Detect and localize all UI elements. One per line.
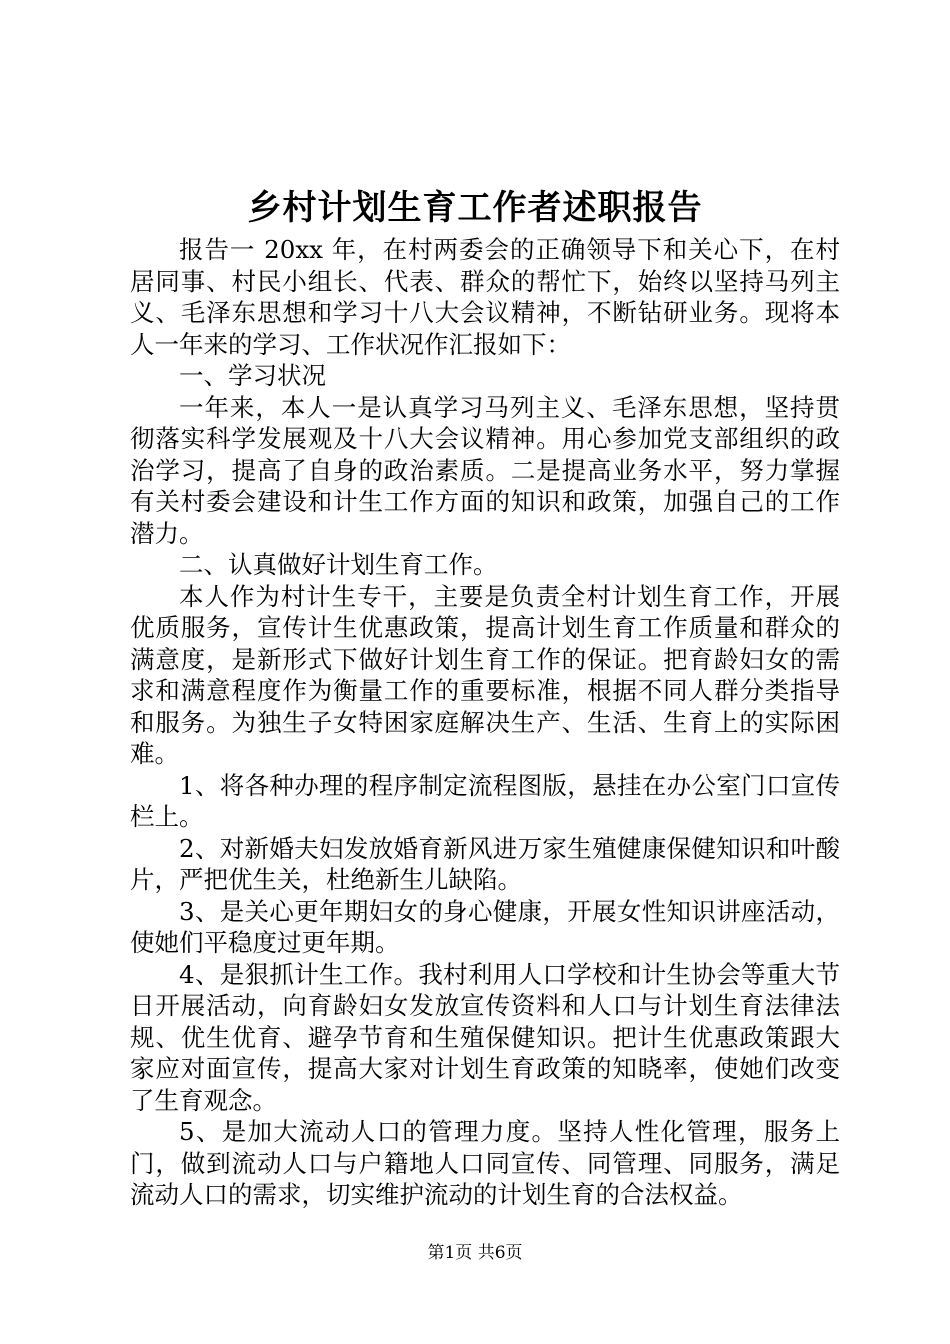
paragraph-family-planning: 本人作为村计生专干，主要是负责全村计划生育工作，开展优质服务，宣传计生优惠政策，提高计划生育工作质量和群众的满意度，是新形式下做好计划生育工作的保证。把育龄妇女的需求和满意程度作为衡量工作的重要标准，根据不同人群分类指导和服务。为独生子女特困家庭解决生产、生活、生育上的实际困难。 — [130, 581, 840, 768]
list-item-4: 4、是狠抓计生工作。我村利用人口学校和计生协会等重大节日开展活动，向育龄妇女发放宣传资料和人口与计划生育法律法规、优生优育、避孕节育和生殖保健知识。把计生优惠政策跟大家应对面宣传，提高大家对计划生育政策的知晓率，使她们改变了生育观念。 — [130, 959, 840, 1115]
paragraph-intro: 报告一 20xx 年，在村两委会的正确领导下和关心下，在村居同事、村民小组长、代表、群众的帮忙下，始终以坚持马列主义、毛泽东思想和学习十八大会议精神，不断钻研业务。现将本人一年来的学习、工作状况作汇报如下： — [130, 235, 840, 359]
list-item-2: 2、对新婚夫妇发放婚育新风进万家生殖健康保健知识和叶酸片，严把优生关，杜绝新生儿缺陷。 — [130, 833, 840, 894]
heading-family-planning: 二、认真做好计划生育工作。 — [179, 550, 498, 579]
heading-study: 一、学习状况 — [179, 361, 326, 390]
list-item-3: 3、是关心更年期妇女的身心健康，开展女性知识讲座活动，使她们平稳度过更年期。 — [130, 896, 840, 957]
list-item-5: 5、是加大流动人口的管理力度。坚持人性化管理，服务上门，做到流动人口与户籍地人口同宣传、同管理、同服务，满足流动人口的需求，切实维护流动的计划生育的合法权益。 — [130, 1117, 840, 1209]
list-item-1: 1、将各种办理的程序制定流程图版，悬挂在办公室门口宣传栏上。 — [130, 770, 840, 831]
page-number: 第1页 共6页 — [427, 1243, 523, 1263]
document-body — [130, 234, 840, 1211]
document-title: 乡村计划生育工作者述职报告 — [247, 188, 703, 228]
paragraph-study: 一年来，本人一是认真学习马列主义、毛泽东思想，坚持贯彻落实科学发展观及十八大会议精神。用心参加党支部组织的政治学习，提高了自身的政治素质。二是提高业务水平，努力掌握有关村委会建设和计生工作方面的知识和政策，加强自己的工作潜力。 — [130, 392, 840, 548]
